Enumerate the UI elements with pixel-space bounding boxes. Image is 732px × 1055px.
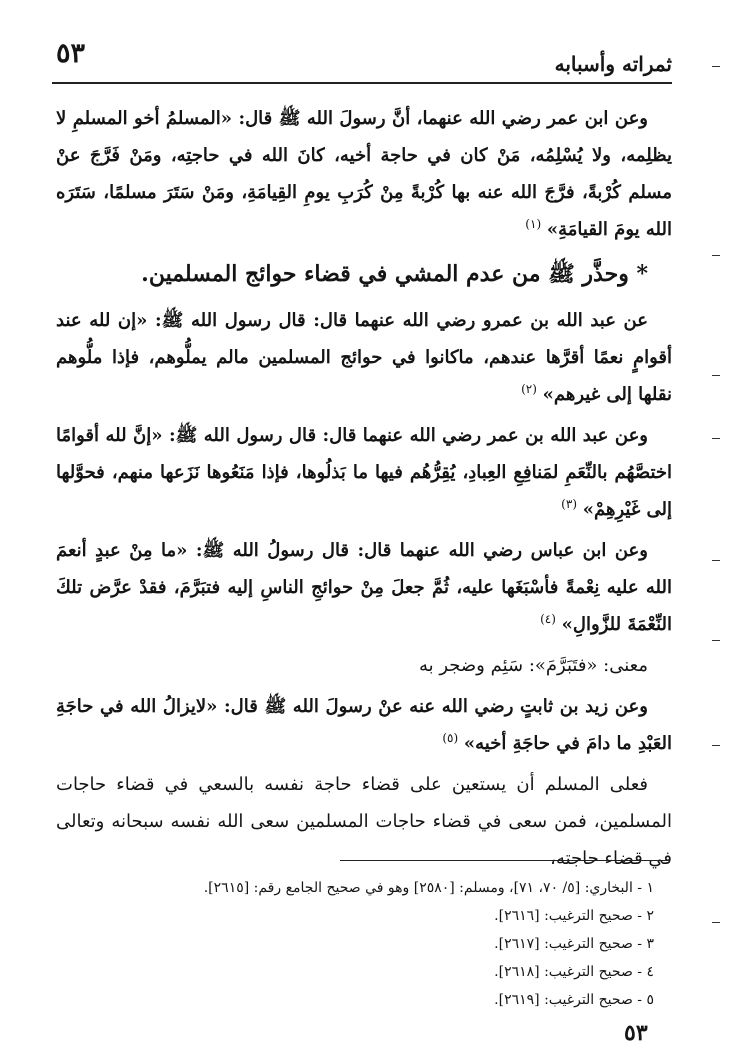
hadith-text-1: وعن ابن عمر رضي الله عنهما، أنَّ رسولَ الله ﷺ قال: «المسلمُ أخو المسلمِ لا يظلِمه، ولا يُسْلِمُه، مَنْ كان في حاجة أخيه، كانَ الله في حاجتِه، ومَنْ فَرَّجَ عنْ مسلم كُرْبةً، فرَّجَ الله عنه بها كُرْبةً مِنْ كُرَبِ يومِ القِيامَةِ، ومَنْ سَتَرَ مسلمًا، سَتَرَه الله يومَ القيامَةِ» (56, 108, 672, 240)
footnote-item: ٢ - صحيح الترغيب: [٢٦١٦]. (494, 908, 654, 924)
paragraph-7: فعلى المسلم أن يستعين على قضاء حاجة نفسه بالسعي في قضاء حاجات المسلمين، فمن سعى في قضاء حاجات المسلمين سعى الله نفسه سبحانه وتعالى في قضاء حاجته، (56, 774, 672, 869)
margin-tick (712, 745, 720, 746)
header-page-number: ٥٣ (56, 38, 86, 69)
hadith-text-6: وعن زيد بن ثابتٍ رضي الله عنه عنْ رسولَ الله ﷺ قال: «لايزالُ الله في حاجَةِ العَبْدِ ما دامَ في حاجَةِ أخيه» (56, 696, 672, 754)
footnotes-list (180, 874, 672, 1014)
margin-tick (712, 640, 720, 641)
footnote-item: ٤ - صحيح الترغيب: [٢٦١٨]. (494, 964, 654, 980)
footnote-ref-3: (٣) (561, 497, 577, 511)
paragraph-5: معنى: «فتَبَرَّمَ»: سَئِم وضجر به (418, 655, 648, 676)
hadith-text-3: وعن عبد الله بن عمر رضي الله عنهما قال: قال رسول الله ﷺ: «إنَّ لله أقوامًا اختصَّهُم بالنِّعَمِ لمَنافِعِ العِبادِ، يُقِرُّهُم فيها ما بَذلُوها، فإذا مَنَعُوها نَزَعها منهم، فحوَّلها إلى غَيْرِهِمْ» (56, 425, 672, 520)
margin-tick (712, 560, 720, 561)
margin-tick (712, 255, 720, 256)
paragraph-1 (56, 100, 672, 248)
paragraph-3 (56, 417, 672, 528)
margin-tick (712, 66, 720, 67)
main-text (56, 100, 672, 881)
footnote-divider (340, 860, 670, 861)
hadith-text-4: وعن ابن عباس رضي الله عنهما قال: قال رسولُ الله ﷺ: «ما مِنْ عبدٍ أنعمَ الله عليه نِعْمةً فأسْبَغَها عليه، ثُمَّ جعلَ مِنْ حوائجِ الناسِ إليه فتبَرَّمَ، فقدْ عرَّض تلكَ النِّعْمَةَ للزَّوالِ» (56, 540, 672, 635)
footnote-ref-5: (٥) (442, 731, 459, 745)
section-heading: * وحذَّر ﷺ من عدم المشي في قضاء حوائج المسلمين. (141, 261, 648, 287)
footnote-ref-2: (٢) (521, 382, 537, 396)
footer-page-number: ٥٣ (624, 1020, 648, 1046)
footnote-item: ١ - البخاري: [٥/ ٧٠، ٧١]، ومسلم: [٢٥٨٠] وهو في صحيح الجامع رقم: [٢٦١٥]. (203, 880, 654, 896)
footnote-item: ٣ - صحيح الترغيب: [٢٦١٧]. (494, 936, 654, 952)
margin-tick (712, 922, 720, 923)
paragraph-2 (56, 302, 672, 413)
running-header (52, 38, 672, 84)
footnote-item: ٥ - صحيح الترغيب: [٢٦١٩]. (494, 992, 654, 1008)
hadith-text-2: عن عبد الله بن عمرو رضي الله عنهما قال: قال رسول الله ﷺ: «إن لله عند أقوامٍ نعمًا أقرَّها عندهم، ماكانوا في حوائج المسلمين مالم يملُّوهم، فإذا ملُّوهم نقلها إلى غيرهم» (56, 310, 672, 405)
footnote-ref-1: (١) (525, 217, 542, 231)
paragraph-6 (56, 688, 672, 762)
footnote-ref-4: (٤) (540, 612, 556, 626)
chapter-title: ثمراته وأسبابه (554, 52, 672, 76)
paragraph-4 (56, 532, 672, 643)
margin-tick (712, 375, 720, 376)
margin-tick (712, 438, 720, 439)
